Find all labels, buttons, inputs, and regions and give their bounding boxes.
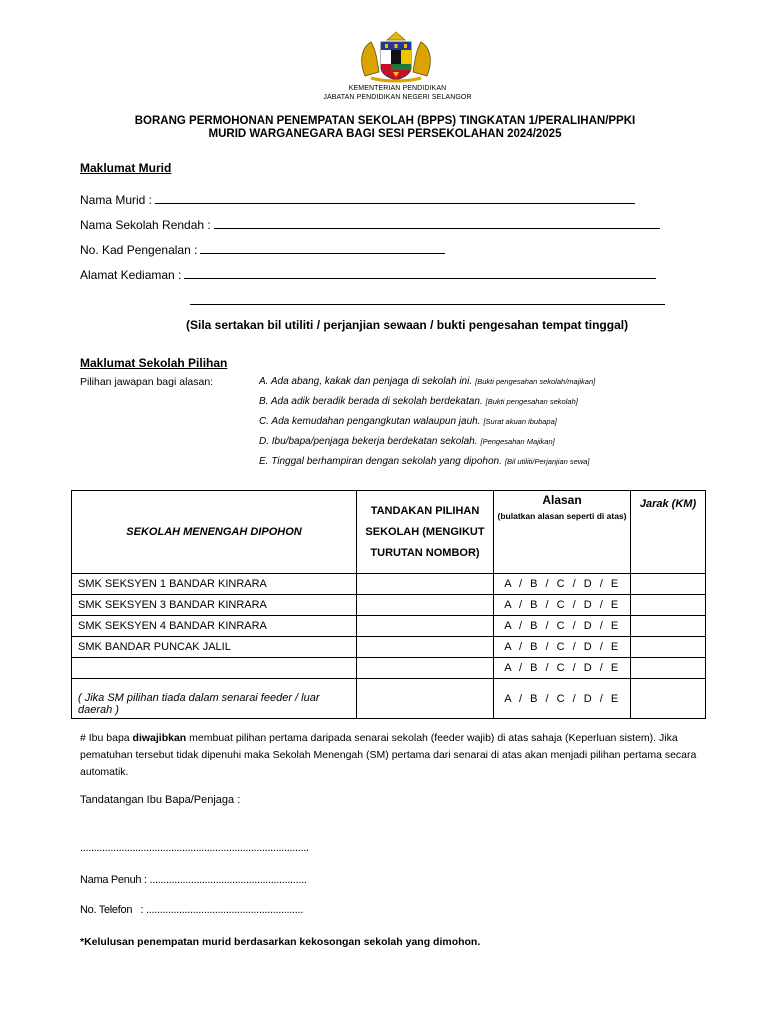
tick-cell[interactable] [357, 637, 494, 658]
phone-line[interactable]: ......................................................... [145, 904, 304, 916]
notice-prefix: # Ibu bapa [80, 732, 133, 744]
reason-cell[interactable]: A / B / C / D / E [494, 595, 631, 616]
student-name-line[interactable] [155, 192, 635, 204]
student-name-field[interactable] [80, 192, 635, 207]
reason-option-evidence: [Surat akuan ibubapa] [483, 417, 557, 426]
col-header-reason [494, 491, 631, 574]
full-name-label: Nama Penuh : [80, 874, 150, 886]
notice-text: membuat pilihan pertama daripada senarai sekolah (feeder wajib) di atas sahaja (Keperluan sistem). Jika pematuhan tersebut tidak dipenuhi maka Sekolah Menengah (SM) pertama dari senarai di atas akan menjadi pilihan pertama secara automatik. [80, 732, 697, 778]
reason-cell[interactable]: A / B / C / D / E [494, 574, 631, 595]
reason-option-b [259, 396, 578, 407]
school-name-cell: SMK SEKSYEN 3 BANDAR KINRARA [72, 595, 357, 616]
school-choice-section-title: Maklumat Sekolah Pilihan [80, 356, 228, 370]
student-name-label: Nama Murid : [80, 193, 153, 207]
address-line-2[interactable] [190, 304, 665, 305]
address-proof-note: (Sila sertakan bil utiliti / perjanjian sewaan / bukti pengesahan tempat tinggal) [186, 318, 629, 332]
reason-cell[interactable]: A / B / C / D / E [494, 637, 631, 658]
phone-field[interactable] [80, 904, 303, 916]
reason-cell[interactable]: A / B / C / D / E [494, 658, 631, 679]
distance-cell[interactable] [631, 658, 706, 679]
reason-cell[interactable]: A / B / C / D / E [494, 679, 631, 719]
tick-cell[interactable] [357, 595, 494, 616]
tick-cell[interactable] [357, 658, 494, 679]
full-name-line[interactable]: ......................................................... [149, 874, 307, 886]
other-school-cell[interactable] [72, 679, 357, 719]
reason-cell[interactable]: A / B / C / D / E [494, 616, 631, 637]
coat-of-arms-logo [357, 28, 435, 84]
distance-cell[interactable] [631, 616, 706, 637]
reason-option-text: C. Ada kemudahan pengangkutan walaupun jauh. [259, 416, 481, 427]
table-header-row [72, 491, 706, 574]
col-header-reason-sub: (bulatkan alasan seperti di atas) [497, 511, 627, 521]
student-section-title: Maklumat Murid [80, 161, 172, 175]
address-field[interactable] [80, 267, 656, 282]
col-header-distance: Jarak (KM) [631, 491, 706, 574]
notice-paragraph [80, 730, 720, 781]
tick-cell[interactable] [357, 616, 494, 637]
form-title-line2: MURID WARGANEGARA BAGI SESI PERSEKOLAHAN 2024/2025 [208, 128, 562, 140]
school-choice-table [71, 490, 706, 719]
table-row [72, 616, 706, 637]
address-label: Alamat Kediaman : [80, 268, 182, 282]
col-header-school: SEKOLAH MENENGAH DIPOHON [72, 491, 357, 574]
phone-label: No. Telefon : [80, 904, 146, 916]
reason-option-evidence: [Bukti pengesahan sekolah] [485, 397, 578, 406]
address-line-1[interactable] [184, 267, 656, 279]
full-name-field[interactable] [80, 874, 307, 886]
distance-cell[interactable] [631, 679, 706, 719]
school-name-cell: SMK BANDAR PUNCAK JALIL [72, 637, 357, 658]
tick-cell[interactable] [357, 574, 494, 595]
reason-option-text: D. Ibu/bapa/penjaga bekerja berdekatan sekolah. [259, 436, 478, 447]
table-row [72, 574, 706, 595]
col-header-tick-text: TANDAKAN PILIHAN SEKOLAH (MENGIKUT TURUTAN NOMBOR) [365, 504, 485, 559]
school-name-cell: SMK SEKSYEN 4 BANDAR KINRARA [72, 616, 357, 637]
form-title [90, 115, 680, 141]
ministry-name: KEMENTERIAN PENDIDIKAN [348, 85, 447, 92]
approval-footnote: *Kelulusan penempatan murid berdasarkan kekosongan sekolah yang dimohon. [80, 936, 481, 948]
department-name: JABATAN PENDIDIKAN NEGERI SELANGOR [323, 94, 472, 101]
table-row-other-school [72, 679, 706, 719]
signature-line[interactable]: ................................................................................... [80, 842, 309, 854]
table-row [72, 595, 706, 616]
distance-cell[interactable] [631, 637, 706, 658]
notice-bold-word: diwajibkan [132, 732, 187, 744]
distance-cell[interactable] [631, 574, 706, 595]
ic-number-field[interactable] [80, 242, 445, 257]
col-header-reason-title: Alasan [542, 493, 582, 507]
tick-cell[interactable] [357, 679, 494, 719]
reason-option-text: A. Ada abang, kakak dan penjaga di sekolah ini. [259, 376, 473, 387]
ic-number-label: No. Kad Pengenalan : [80, 243, 198, 257]
reason-option-evidence: [Bil utiliti/Perjanjian sewa] [504, 457, 590, 466]
primary-school-field[interactable] [80, 217, 660, 232]
other-school-note: ( Jika SM pilihan tiada dalam senarai feeder / luar daerah ) [78, 692, 320, 716]
reason-option-a [259, 376, 595, 387]
reason-option-evidence: [Bukti pengesahan sekolah/majikan] [475, 377, 596, 386]
reason-option-evidence: [Pengesahan Majikan] [480, 437, 555, 446]
ic-number-line[interactable] [200, 242, 445, 254]
table-row [72, 637, 706, 658]
ministry-block [310, 84, 485, 102]
primary-school-label: Nama Sekolah Rendah : [80, 218, 211, 232]
reason-option-d [259, 436, 555, 447]
col-header-tick [357, 491, 494, 574]
form-title-line1: BORANG PERMOHONAN PENEMPATAN SEKOLAH (BPPS) TINGKATAN 1/PERALIHAN/PPKI [134, 115, 636, 127]
table-row [72, 658, 706, 679]
primary-school-line[interactable] [214, 217, 660, 229]
school-name-cell[interactable] [72, 658, 357, 679]
distance-cell[interactable] [631, 595, 706, 616]
signature-label: Tandatangan Ibu Bapa/Penjaga : [80, 794, 241, 806]
school-name-cell: SMK SEKSYEN 1 BANDAR KINRARA [72, 574, 357, 595]
reason-option-c [259, 416, 557, 427]
reasons-label: Pilihan jawapan bagi alasan: [80, 376, 214, 388]
reason-option-text: B. Ada adik beradik berada di sekolah berdekatan. [259, 396, 483, 407]
reason-option-e [259, 456, 590, 467]
reason-option-text: E. Tinggal berhampiran dengan sekolah yang dipohon. [259, 456, 502, 467]
